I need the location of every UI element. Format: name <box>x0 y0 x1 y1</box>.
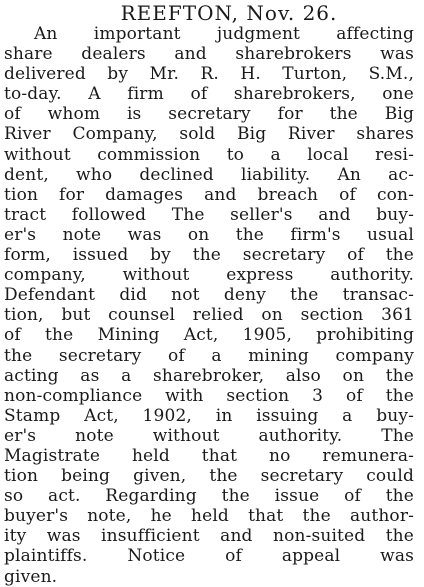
article-line: of the Mining Act, 1905, prohibiting <box>4 325 414 346</box>
article-line: share dealers and sharebrokers was <box>4 44 414 65</box>
article-line: An important judgment affecting <box>34 24 414 44</box>
article-line: ity was insufficient and non-suited the <box>4 526 414 547</box>
article-body <box>4 24 414 587</box>
article-line: company, without express authority. <box>4 265 414 286</box>
article-line: acting as a sharebroker, also on the <box>4 365 414 386</box>
article-line: the secretary of a mining company <box>4 345 414 366</box>
article-line: to-day. A firm of sharebrokers, one <box>4 84 414 105</box>
article-line: Magistrate held that no remunera- <box>4 445 414 466</box>
article-line: non-compliance with section 3 of the <box>4 385 414 406</box>
article-dateline: REEFTON, Nov. 26. <box>120 1 338 25</box>
article-line: given. <box>4 566 58 587</box>
article-line: tion, but counsel relied on section 361 <box>4 305 414 326</box>
article-line: dent, who declined liability. An ac- <box>4 164 414 185</box>
article-line: of whom is secretary for the Big <box>4 104 414 125</box>
article-line: buyer's note, he held that the author- <box>4 506 414 527</box>
article-line: so act. Regarding the issue of the <box>4 486 414 507</box>
article-line: form, issued by the secretary of the <box>4 245 414 266</box>
article-line: delivered by Mr. R. H. Turton, S.M., <box>4 64 414 85</box>
article-line: tion being given, the secretary could <box>4 466 414 487</box>
article-line: Stamp Act, 1902, in issuing a buy- <box>4 405 414 426</box>
article-line: er's note was on the firm's usual <box>4 224 414 245</box>
article-line: plaintiffs. Notice of appeal was <box>4 546 414 567</box>
article-line: River Company, sold Big River shares <box>4 124 414 145</box>
article-line: tract followed The seller's and buy- <box>4 204 414 225</box>
article-line: Defendant did not deny the transac- <box>4 285 414 306</box>
article-line: er's note without authority. The <box>4 425 414 446</box>
article-line: without commission to a local resi- <box>4 144 414 165</box>
article-line: tion for damages and breach of con- <box>4 184 414 205</box>
